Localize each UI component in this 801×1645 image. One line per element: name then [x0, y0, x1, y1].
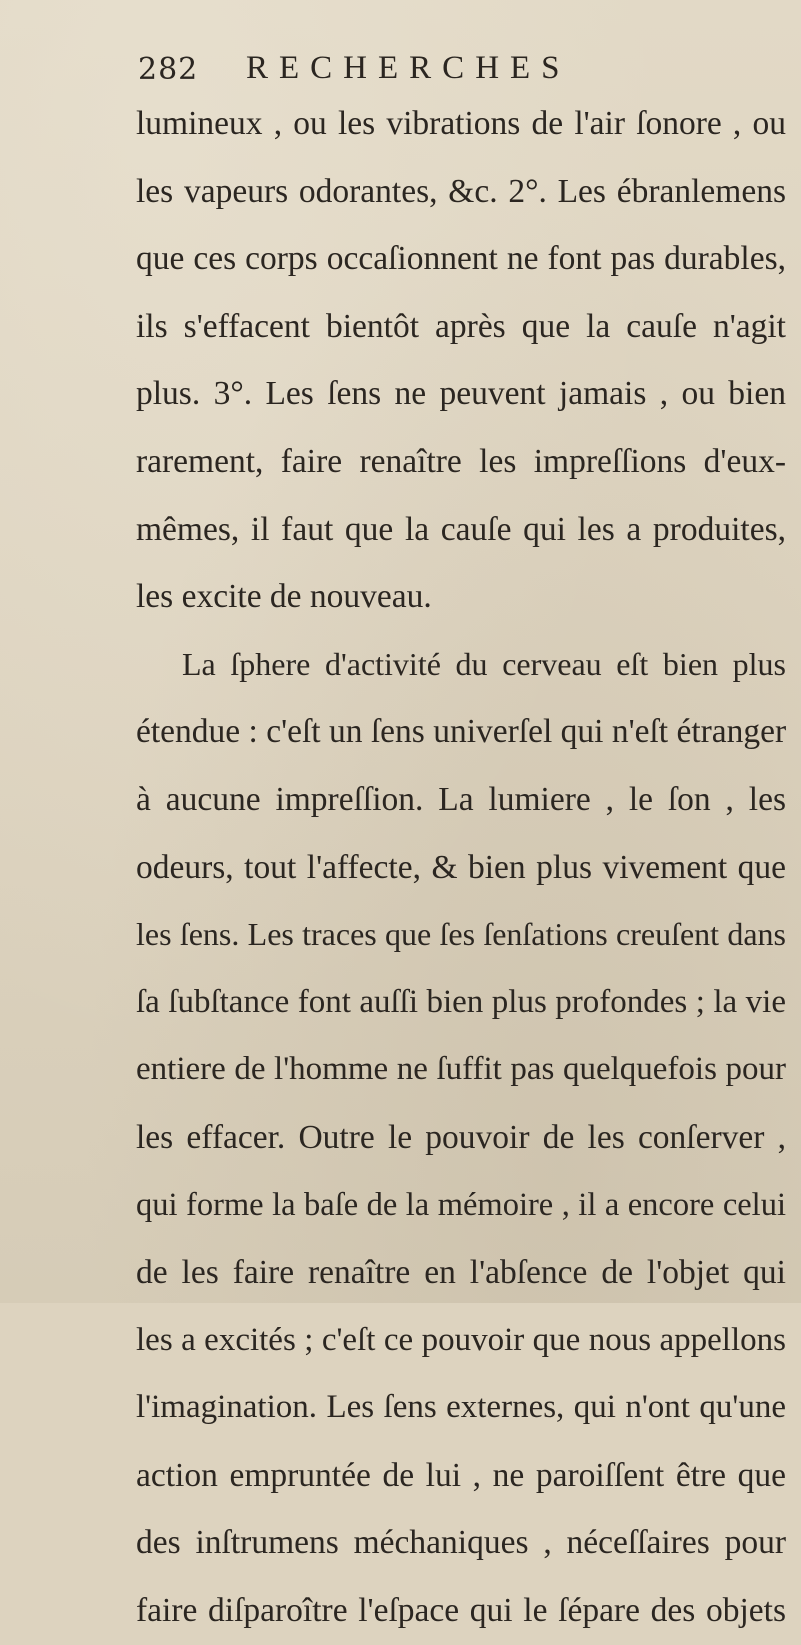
text-line: rarement, faire renaître les impreſſions d'eux- — [136, 442, 786, 480]
text-line: mêmes, il faut que la cauſe qui les a produites, — [136, 510, 786, 548]
body-text — [136, 90, 786, 1645]
text-line: que ces corps occaſionnent ne font pas durables, — [136, 240, 786, 278]
text-line: ils s'effacent bientôt après que la cauſe n'agit — [136, 307, 786, 345]
text-line: de les faire renaître en l'abſence de l'objet qui — [136, 1254, 786, 1292]
text-line: les vapeurs odorantes, &c. 2°. Les ébranlemens — [136, 172, 786, 210]
text-line: étendue : c'eſt un ſens univerſel qui n'eſt étranger — [136, 713, 787, 751]
text-line: entiere de l'homme ne ſuffit pas quelquefois pour — [136, 1051, 786, 1088]
text-line: qui forme la baſe de la mémoire , il a encore celui — [136, 1186, 786, 1223]
paragraph-end-line: les excite de nouveau. — [136, 578, 432, 616]
text-line: odeurs, tout l'affecte, & bien plus vivement que — [136, 848, 786, 886]
text-line: faire diſparoître l'eſpace qui le ſépare des objets — [136, 1592, 786, 1630]
page-number: 282 — [138, 52, 199, 87]
text-line: l'imagination. Les ſens externes, qui n'ont qu'une — [136, 1389, 786, 1426]
text-line: action empruntée de lui , ne paroiſſent être que — [136, 1456, 786, 1494]
text-line: ſa ſubſtance font auſſi bien plus profondes ; la vie — [136, 983, 786, 1020]
text-line: les a excités ; c'eſt ce pouvoir que nous appellons — [136, 1321, 786, 1358]
text-line: des inſtrumens méchaniques , néceſſaires pour — [136, 1524, 786, 1562]
paragraph-start-line: La ſphere d'activité du cerveau eſt bien plus — [182, 645, 786, 682]
text-line: lumineux , ou les vibrations de l'air ſonore , ou — [136, 105, 786, 142]
text-line: les ſens. Les traces que ſes ſenſations creuſent dans — [136, 916, 786, 953]
text-line: plus. 3°. Les ſens ne peuvent jamais , ou bien — [136, 375, 786, 413]
text-line: à aucune impreſſion. La lumiere , le ſon , les — [136, 780, 786, 818]
running-head: RECHERCHES — [246, 50, 571, 86]
text-line: les effacer. Outre le pouvoir de les conſerver , — [136, 1118, 786, 1156]
page-header — [138, 52, 778, 92]
